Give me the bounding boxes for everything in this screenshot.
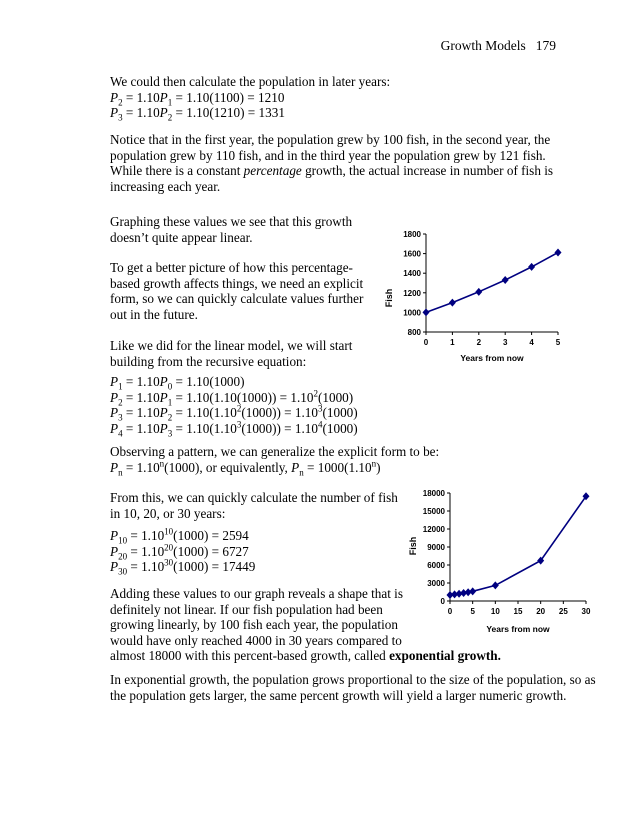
paragraph-adding: Adding these values to our graph reveals a shape that is definitely not linear. If our fish population had been growing linearly, by 100 fish each year, the population would have only reached 4000 in 30 years compared to almost 18000 with this percent-based growth, called exponential growth.: [110, 586, 501, 663]
c2-data-point: [469, 587, 476, 595]
c1-x-tick-label: 4: [529, 338, 534, 347]
c1-data-point: [528, 263, 535, 271]
svg-text:Fish: Fish: [408, 536, 418, 556]
c2-y-tick-label: 0: [440, 597, 445, 606]
c1-x-tick-label: 0: [423, 338, 429, 347]
c2-data-point: [492, 581, 499, 589]
equation-recursive-p3: $P_3 = 1.10P_2 = 1.10(1.10^2(1000)) = 1.10^3(1000)$: [110, 403, 358, 423]
intro-text: We could then calculate the population in later years:: [110, 74, 391, 89]
c2-x-tick-label: 10: [490, 607, 500, 616]
c1-y-tick-label: 1600: [403, 249, 421, 259]
equation-recursive-p4: $P_4 = 1.10P_3 = 1.10(1.10^3(1000)) = 1.10^4(1000)$: [110, 419, 358, 439]
chart1-x-axis-label: Years from now: [460, 353, 524, 363]
recursive-equations: [110, 374, 358, 439]
equation-recursive-p1: $P_1 = 1.10P_0 = 1.10(1000)$: [110, 374, 245, 392]
paragraph-observe: Observing a pattern, we can generalize the explicit form to be: $P_n = 1.10^n(1000)$, or equivalently, $P_n = 1000(1.10^n)$: [110, 444, 440, 478]
equation-p20: $P_{20} = 1.10^{20}(1000) = 6727$: [110, 542, 249, 562]
chart2-y-axis-label: [408, 537, 418, 556]
c2-x-tick-label: 0: [447, 607, 453, 616]
c2-x-tick-label: 15: [513, 607, 523, 616]
paragraph-from-this: From this, we can quickly calculate the number of fish in 10, 20, or 30 years:: [110, 490, 398, 521]
c1-y-tick-label: 800: [407, 328, 421, 337]
c2-x-tick-label: 30: [581, 607, 591, 616]
c2-y-tick-label: 15000: [422, 507, 445, 516]
equation-p30: $P_{30} = 1.10^{30}(1000) = 17449$: [110, 557, 256, 577]
c2-x-tick-label: 5: [470, 607, 475, 616]
c1-y-tick-label: 1200: [403, 288, 421, 298]
c2-y-tick-label: 12000: [422, 525, 445, 534]
c2-y-tick-label: 9000: [427, 543, 445, 552]
section-title: Growth Models: [440, 38, 526, 53]
c1-data-point: [449, 299, 456, 307]
equation-p10: $P_{10} = 1.10^{10}(1000) = 2594$: [110, 526, 249, 546]
c1-y-tick-label: 1400: [403, 269, 421, 279]
c1-x-tick-label: 3: [502, 338, 508, 347]
paragraph-better-picture: To get a better picture of how this percentage- based growth affects things, we need an explicit form, so we can quickly calculate values further out in the future.: [110, 260, 364, 322]
c1-data-point: [475, 288, 482, 296]
c1-x-tick-label: 1: [450, 338, 455, 347]
page-header: [431, 38, 556, 54]
c1-x-tick-label: 2: [476, 338, 482, 347]
page-number: 179: [535, 38, 556, 53]
paragraph-exponential: In exponential growth, the population grows proportional to the size of the population, so as the population gets larger, the same percent growth will yield a larger numeric growth.: [110, 672, 596, 703]
c2-y-tick-label: 3000: [427, 579, 445, 588]
equation-p3: $P_3 = 1.10P_2 = 1.10(1210) = 1331$: [110, 105, 285, 123]
equation-p2: $P_2 = 1.10P_1 = 1.10(1100) = 1210$: [110, 89, 285, 108]
chart-linear-looking: [380, 226, 580, 370]
c1-data-point: [502, 276, 509, 284]
paragraph-like-linear: Like we did for the linear model, we will start building from the recursive equation:: [110, 338, 353, 369]
c2-x-tick-label: 20: [536, 607, 546, 616]
intro-block: [110, 74, 390, 121]
c1-y-tick-label: 1000: [403, 308, 421, 318]
svg-text:Fish: Fish: [384, 288, 394, 308]
paragraph-graphing: Graphing these values we see that this growth doesn’t quite appear linear.: [110, 214, 353, 245]
chart-exponential: [404, 486, 604, 640]
chart2-x-axis-label: Years from now: [486, 624, 550, 634]
equation-recursive-p2: $P_2 = 1.10P_1 = 1.10(1.10(1000)) = 1.10^2(1000)$: [110, 388, 354, 408]
equation-general: $P_n = 1.10^n(1000)$, or equivalently, $P_n = 1000(1.10^n)$: [110, 458, 381, 478]
c1-data-point: [423, 308, 430, 316]
c2-x-tick-label: 25: [558, 607, 568, 616]
c1-x-tick-label: 5: [555, 338, 561, 347]
c2-y-tick-label: 18000: [422, 489, 445, 498]
paragraph-notice: Notice that in the first year, the population grew by 100 fish, in the second year, the population grew by 110 fish, and in the third year the population grew by 121 fish. While there is a constant percentage growth, the actual increase in number of fish is increasing each year.: [110, 132, 554, 194]
chart1-series-line: [426, 253, 558, 313]
explicit-equations: [110, 528, 255, 575]
exponential-growth-term: exponential growth.: [389, 648, 501, 663]
c2-y-tick-label: 6000: [427, 561, 445, 570]
chart1-y-axis-label: [384, 289, 394, 308]
c1-data-point: [555, 249, 562, 257]
c1-y-tick-label: 1800: [403, 230, 421, 239]
chart2-series-line: [450, 496, 586, 595]
